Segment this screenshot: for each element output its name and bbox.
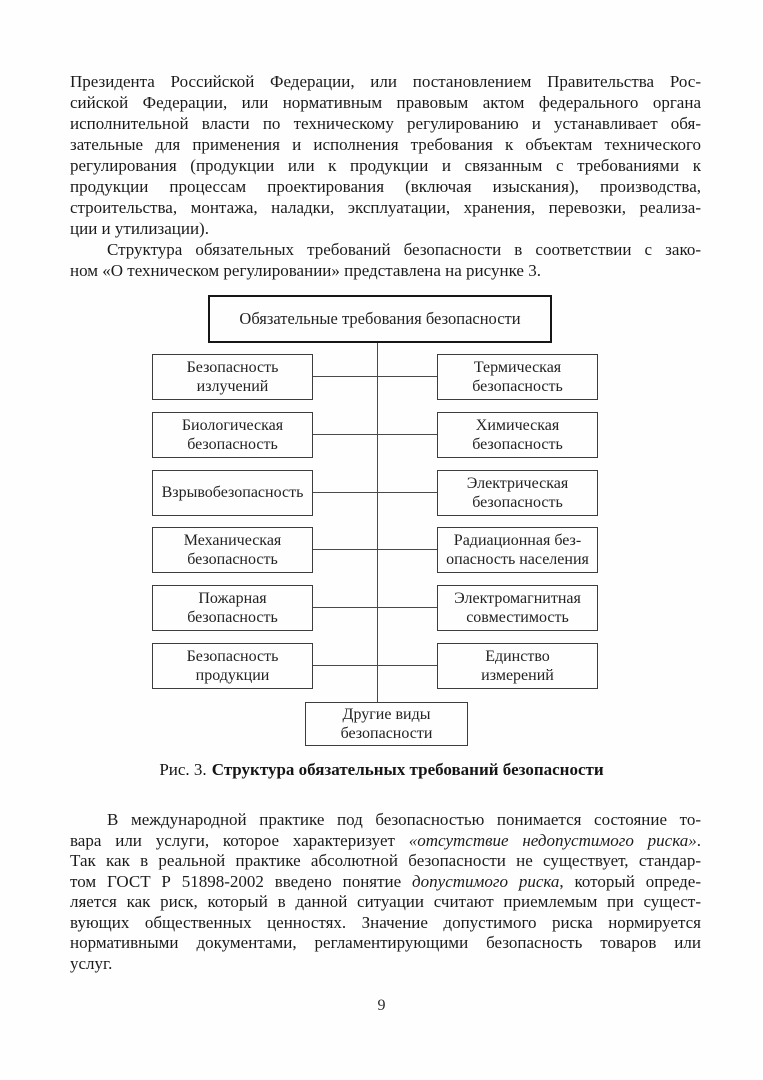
text-segment: продукции процессам проектирования (включая изыскания), производства, <box>70 177 701 196</box>
text-segment: регулирования (продукции или к продукции и связанным с требованиями к <box>70 156 701 175</box>
italic-text-segment: «отсутствие недопустимого риска» <box>408 830 697 850</box>
diagram-right-box-2 <box>437 470 598 516</box>
text-line <box>70 92 701 113</box>
text-segment: вующих общественных ценностях. Значение допустимого риска нормируется <box>70 912 701 932</box>
diagram-box-label: Единство <box>485 647 550 665</box>
text-segment: вара или услуги, которое характеризует <box>70 830 409 850</box>
figure-caption-title: Структура обязательных требований безопасности <box>211 760 604 779</box>
body-text-bottom <box>70 810 701 974</box>
text-segment: нормативными документами, регламентирующими безопасность товаров или <box>70 933 701 952</box>
diagram-box-label: продукции <box>195 667 270 684</box>
text-segment: Структура обязательных требований безопасности в соответствии с зако- <box>107 240 701 259</box>
diagram-right-box-1 <box>437 412 598 458</box>
figure-caption-prefix: Рис. 3. <box>159 760 207 779</box>
diagram-box-label: безопасности <box>340 725 433 742</box>
connector-line <box>313 492 437 493</box>
text-line <box>70 134 701 155</box>
text-segment: В международной практике под безопасностью понимается состояние то- <box>107 810 701 829</box>
diagram-right-box-0 <box>437 354 598 400</box>
text-segment: услуг. <box>70 953 113 973</box>
text-line <box>70 913 701 934</box>
text-segment: сийской Федерации, или нормативным правовым актом федерального органа <box>70 93 701 112</box>
text-segment: ном «О техническом регулировании» представлена на рисунке 3. <box>70 261 541 280</box>
diagram-box-label: безопасность <box>187 436 278 453</box>
diagram-box-label: Безопасность <box>186 358 279 376</box>
connector-line <box>313 376 437 377</box>
diagram-left-box-2 <box>152 470 313 516</box>
text-segment: том ГОСТ Р 51898-2002 введено понятие <box>70 871 413 891</box>
diagram-box-label: измерений <box>481 667 554 684</box>
text-line <box>70 260 701 281</box>
connector-line <box>313 549 437 550</box>
diagram-box-label: Другие виды <box>342 705 431 723</box>
text-line <box>70 239 701 260</box>
page-number: 9 <box>377 997 386 1014</box>
diagram-right-box-3 <box>437 527 598 573</box>
diagram-right-box-5 <box>437 643 598 689</box>
diagram-box-label: безопасность <box>472 494 563 511</box>
text-segment: зательные для применения и исполнения требования к объектам технического <box>70 135 701 154</box>
diagram-box-label: Биологическая <box>181 416 284 434</box>
italic-text-segment: допустимого риска <box>412 871 560 891</box>
text-line <box>70 176 701 197</box>
text-line <box>70 933 701 954</box>
diagram-box-label: Механическая <box>183 531 282 549</box>
diagram-box-label: безопасность <box>472 378 563 395</box>
diagram-box-label: опасность населения <box>446 551 589 568</box>
diagram-box-label: Химическая <box>475 416 560 434</box>
diagram-box-label: Безопасность <box>186 647 279 665</box>
text-line <box>70 71 701 92</box>
text-line <box>70 831 701 852</box>
figure-diagram <box>0 295 763 746</box>
diagram-other-box <box>305 702 468 746</box>
diagram-box-label: Взрывобезопасность <box>161 484 304 502</box>
connector-line <box>313 434 437 435</box>
diagram-left-box-3 <box>152 527 313 573</box>
text-line <box>70 892 701 913</box>
diagram-left-box-4 <box>152 585 313 631</box>
text-segment: Так как в реальной практике абсолютной безопасности не существует, стандар- <box>70 851 701 870</box>
diagram-box-label: Пожарная <box>198 589 267 607</box>
text-segment: исполнительной власти по техническому регулированию и устанавливает обя- <box>70 114 701 133</box>
diagram-left-box-5 <box>152 643 313 689</box>
diagram-box-label: совместимость <box>466 609 569 626</box>
diagram-box-label: безопасность <box>187 551 278 568</box>
text-segment: Президента Российской Федерации, или постановлением Правительства Рос- <box>70 72 701 91</box>
diagram-box-label: безопасность <box>187 609 278 626</box>
text-segment: , который опреде- <box>559 871 701 891</box>
diagram-box-label: Термическая <box>473 358 562 376</box>
text-segment: строительства, монтажа, наладки, эксплуатации, хранения, перевозки, реализа- <box>70 198 701 217</box>
text-line <box>70 810 701 831</box>
diagram-box-label: Радиационная без- <box>453 531 582 549</box>
diagram-left-box-1 <box>152 412 313 458</box>
text-segment: . <box>696 830 701 850</box>
diagram-box-label: излучений <box>196 378 269 395</box>
text-segment: ляется как риск, который в данной ситуации считают приемлемым при сущест- <box>70 892 701 911</box>
diagram-right-box-4 <box>437 585 598 631</box>
text-line <box>70 218 701 239</box>
diagram-left-box-0 <box>152 354 313 400</box>
text-line <box>70 155 701 176</box>
text-segment: ции и утилизации). <box>70 219 209 238</box>
text-line <box>70 113 701 134</box>
diagram-box-label: безопасность <box>472 436 563 453</box>
connector-line <box>313 665 437 666</box>
text-line <box>70 872 701 893</box>
text-line <box>70 197 701 218</box>
diagram-box-label: Электрическая <box>466 474 569 492</box>
text-line <box>70 851 701 872</box>
diagram-root-box: Обязательные требования безопасности <box>208 295 552 343</box>
diagram-box-label: Электромагнитная <box>454 589 581 607</box>
figure-caption <box>0 760 763 780</box>
connector-line <box>313 607 437 608</box>
spine-line <box>377 343 378 702</box>
text-line <box>70 954 701 975</box>
body-text-top <box>70 71 701 281</box>
